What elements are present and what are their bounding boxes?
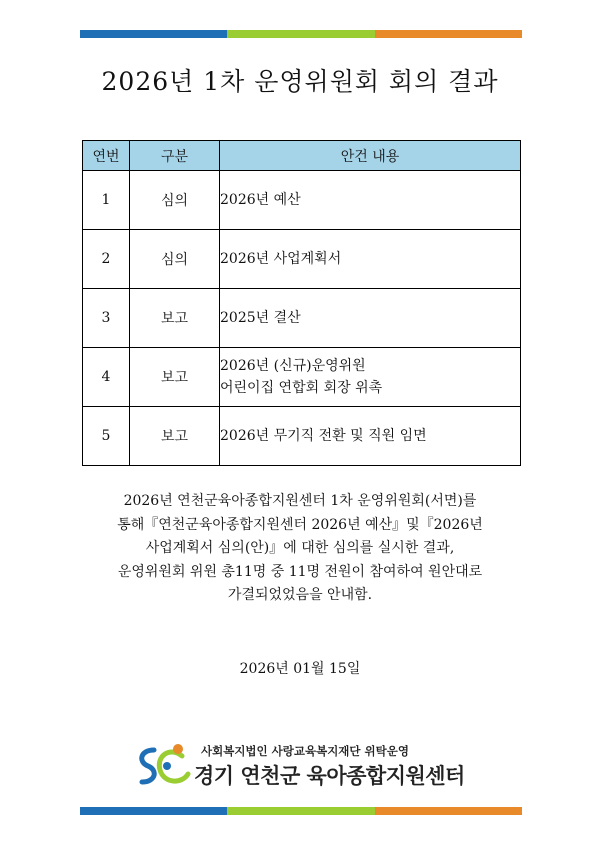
stripe-orange [375,807,522,815]
table-row [83,171,521,230]
notice-line: 통해『연천군육아종합지원센터 2026년 예산』및『2026년 [117,516,483,533]
row-content [220,230,521,289]
row-content [220,407,521,466]
row-content [220,171,521,230]
bottom-color-stripe [80,807,522,815]
row-content [220,289,521,348]
stripe-green [227,807,374,815]
content-line: 2026년 사업계획서 [220,251,342,267]
logo-subtitle: 사회복지법인 사랑교육복지재단 위탁운영 [201,744,409,758]
top-color-stripe [80,30,522,38]
center-logo-icon [134,742,192,790]
header-content: 안건 내용 [220,141,521,171]
row-no: 2 [83,230,130,289]
notice-line: 가결되었었음을 안내함. [227,587,373,603]
row-type: 심의 [130,230,220,289]
row-type: 심의 [130,171,220,230]
content-line: 2026년 예산 [220,192,301,208]
content-line: 2025년 결산 [220,310,301,326]
stripe-orange [375,30,522,38]
content-line: 어린이집 연합회 회장 위촉 [220,380,383,396]
document-date: 2026년 01월 15일 [239,661,361,677]
notice-line: 운영위원회 위원 총11명 중 11명 전원이 참여하여 원안대로 [117,563,483,580]
center-logo [134,740,465,790]
header-no: 연번 [83,141,130,171]
row-no: 1 [83,171,130,230]
stripe-blue [80,807,227,815]
notice-paragraph [0,490,600,608]
notice-line: 사업계획서 심의(안)』에 대한 심의를 실시한 결과, [145,540,455,556]
table-row [83,348,521,407]
row-type: 보고 [130,348,220,407]
stripe-green [227,30,374,38]
content-line: 2026년 무기직 전환 및 직원 임면 [220,428,427,444]
header-type: 구분 [130,141,220,171]
content-line: 2026년 (신규)운영위원 [220,358,366,374]
row-no: 3 [83,289,130,348]
row-no: 4 [83,348,130,407]
table-row [83,230,521,289]
notice-line: 2026년 연천군육아종합지원센터 1차 운영위원회(서면)를 [123,493,477,509]
row-type: 보고 [130,289,220,348]
row-no: 5 [83,407,130,466]
agenda-table [82,140,521,466]
logo-name: 경기 연천군 육아종합지원센터 [194,764,465,788]
table-row [83,289,521,348]
document-title: 2026년 1차 운영위원회 회의 결과 [101,67,499,96]
table-header-row [83,141,521,171]
table-row [83,407,521,466]
row-type: 보고 [130,407,220,466]
stripe-blue [80,30,227,38]
row-content [220,348,521,407]
